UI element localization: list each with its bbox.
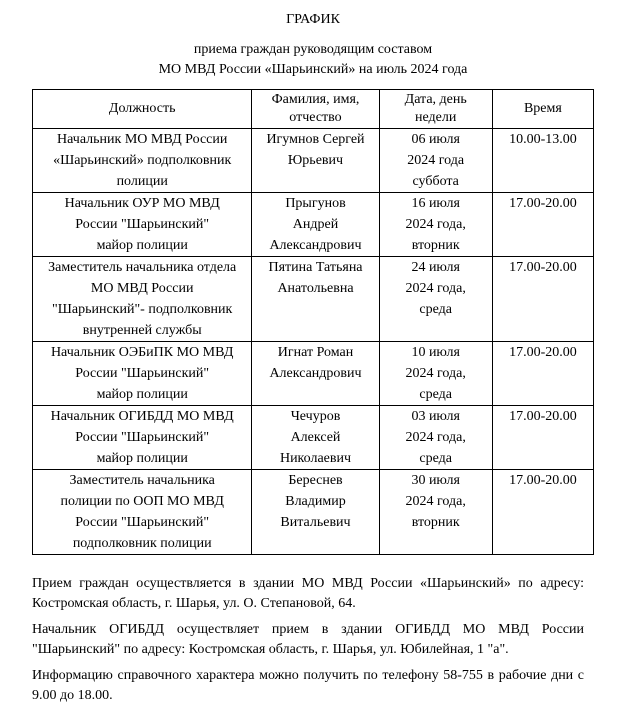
- column-header-label: отчество: [289, 110, 342, 125]
- footer-paragraph-address: Прием граждан осуществляется в здании МО МВД России «Шарьинский» по адресу: Костромская область, г. Шарья, ул. О. Степановой, 64.: [32, 576, 584, 611]
- cell-text: 10.00-13.00: [509, 132, 577, 147]
- cell-text: 2024 года,: [405, 217, 466, 232]
- table-cell-name: [252, 193, 379, 257]
- cell-text: Алексей: [290, 430, 341, 445]
- table-cell-name: [252, 470, 379, 555]
- cell-text: Прыгунов: [285, 196, 346, 211]
- cell-text: Юрьевич: [287, 153, 344, 168]
- column-header-position: [33, 90, 252, 129]
- column-header-date: [379, 90, 492, 129]
- cell-text: 2024 года,: [405, 430, 466, 445]
- cell-text: Владимир: [285, 494, 346, 509]
- cell-text: Заместитель начальника: [69, 473, 215, 488]
- cell-text: 17.00-20.00: [509, 196, 577, 211]
- table-cell-date: [379, 193, 492, 257]
- table-cell-time: [492, 470, 593, 555]
- cell-text: Александрович: [269, 366, 362, 381]
- cell-text: 17.00-20.00: [509, 409, 577, 424]
- table-cell-name: [252, 257, 379, 342]
- subtitle-line: приема граждан руководящим составом: [193, 42, 433, 57]
- cell-text: 2024 года,: [405, 281, 466, 296]
- cell-text: суббота: [412, 174, 459, 189]
- cell-text: МО МВД России: [90, 281, 194, 296]
- cell-text: 2024 года,: [405, 366, 466, 381]
- table-row: [33, 193, 594, 257]
- footer-paragraph-phone: Информацию справочного характера можно получить по телефону 58-755 в рабочие дни с 9.00 до 18.00.: [32, 668, 584, 703]
- table-header-row: [33, 90, 594, 129]
- table-row: [33, 257, 594, 342]
- cell-text: вторник: [411, 238, 460, 253]
- cell-text: 2024 года,: [405, 494, 466, 509]
- cell-text: 03 июля: [411, 409, 460, 424]
- cell-text: среда: [419, 451, 452, 466]
- cell-text: вторник: [411, 515, 460, 530]
- cell-text: внутренней службы: [82, 323, 202, 338]
- cell-text: Чечуров: [290, 409, 341, 424]
- table-cell-time: [492, 406, 593, 470]
- table-cell-date: [379, 257, 492, 342]
- table-cell-time: [492, 193, 593, 257]
- table-cell-name: [252, 129, 379, 193]
- cell-text: 30 июля: [411, 473, 460, 488]
- cell-text: России "Шарьинский": [75, 366, 210, 381]
- cell-text: Игумнов Сергей: [266, 132, 365, 147]
- column-header-label: Должность: [108, 101, 176, 116]
- cell-text: Николаевич: [279, 451, 352, 466]
- table-cell-time: [492, 129, 593, 193]
- cell-text: полиции: [116, 174, 168, 189]
- schedule-table: [32, 89, 594, 555]
- cell-text: Пятина Татьяна: [268, 260, 363, 275]
- column-header-time: [492, 90, 593, 129]
- table-row: [33, 470, 594, 555]
- footer-paragraph-gibdd: Начальник ОГИБДД осуществляет прием в здании ОГИБДД МО МВД России "Шарьинский" по адресу: Костромская область, г. Шарья, ул. Юбилейная, 1 "а".: [32, 622, 584, 657]
- cell-text: 06 июля: [411, 132, 460, 147]
- table-cell-name: [252, 406, 379, 470]
- cell-text: Начальник МО МВД России: [57, 132, 228, 147]
- table-cell-date: [379, 406, 492, 470]
- table-cell-name: [252, 342, 379, 406]
- subtitle-line: МО МВД России «Шарьинский» на июль 2024 года: [158, 62, 468, 77]
- cell-text: 10 июля: [411, 345, 460, 360]
- cell-text: России "Шарьинский": [75, 515, 210, 530]
- cell-text: Игнат Роман: [277, 345, 354, 360]
- cell-text: Анатольевна: [277, 281, 354, 296]
- table-cell-position: [33, 342, 252, 406]
- table-cell-time: [492, 257, 593, 342]
- cell-text: 17.00-20.00: [509, 345, 577, 360]
- table-row: [33, 406, 594, 470]
- cell-text: Начальник ОГИБДД МО МВД: [50, 409, 234, 424]
- cell-text: полиции по ООП МО МВД: [60, 494, 224, 509]
- column-header-name: [252, 90, 379, 129]
- cell-text: среда: [419, 387, 452, 402]
- cell-text: России "Шарьинский": [75, 217, 210, 232]
- cell-text: России "Шарьинский": [75, 430, 210, 445]
- table-cell-position: [33, 193, 252, 257]
- cell-text: майор полиции: [96, 387, 188, 402]
- table-cell-date: [379, 342, 492, 406]
- table-cell-position: [33, 470, 252, 555]
- cell-text: подполковник полиции: [72, 536, 212, 551]
- table-cell-date: [379, 129, 492, 193]
- cell-text: майор полиции: [96, 451, 188, 466]
- cell-text: Александрович: [269, 238, 362, 253]
- cell-text: Андрей: [292, 217, 339, 232]
- cell-text: 17.00-20.00: [509, 260, 577, 275]
- cell-text: Витальевич: [280, 515, 351, 530]
- cell-text: 24 июля: [411, 260, 460, 275]
- column-header-label: Фамилия, имя,: [271, 92, 360, 107]
- document-subtitle: [0, 40, 626, 80]
- cell-text: "Шарьинский"- подполковник: [52, 302, 233, 317]
- cell-text: Начальник ОУР МО МВД: [64, 196, 220, 211]
- table-cell-position: [33, 257, 252, 342]
- table-cell-position: [33, 406, 252, 470]
- cell-text: 2024 года: [407, 153, 465, 168]
- schedule-table-body: [33, 129, 594, 555]
- cell-text: Береснев: [288, 473, 343, 488]
- column-header-label: недели: [415, 110, 457, 125]
- document-title: ГРАФИК: [286, 12, 340, 27]
- cell-text: среда: [419, 302, 452, 317]
- cell-text: Заместитель начальника отдела: [48, 260, 237, 275]
- cell-text: «Шарьинский» подполковник: [53, 153, 232, 168]
- cell-text: 17.00-20.00: [509, 473, 577, 488]
- cell-text: 16 июля: [411, 196, 460, 211]
- table-cell-date: [379, 470, 492, 555]
- cell-text: Начальник ОЭБиПК МО МВД: [50, 345, 234, 360]
- table-cell-position: [33, 129, 252, 193]
- table-cell-time: [492, 342, 593, 406]
- table-row: [33, 129, 594, 193]
- column-header-label: Время: [523, 101, 562, 116]
- column-header-label: Дата, день: [404, 92, 467, 107]
- table-row: [33, 342, 594, 406]
- cell-text: майор полиции: [96, 238, 188, 253]
